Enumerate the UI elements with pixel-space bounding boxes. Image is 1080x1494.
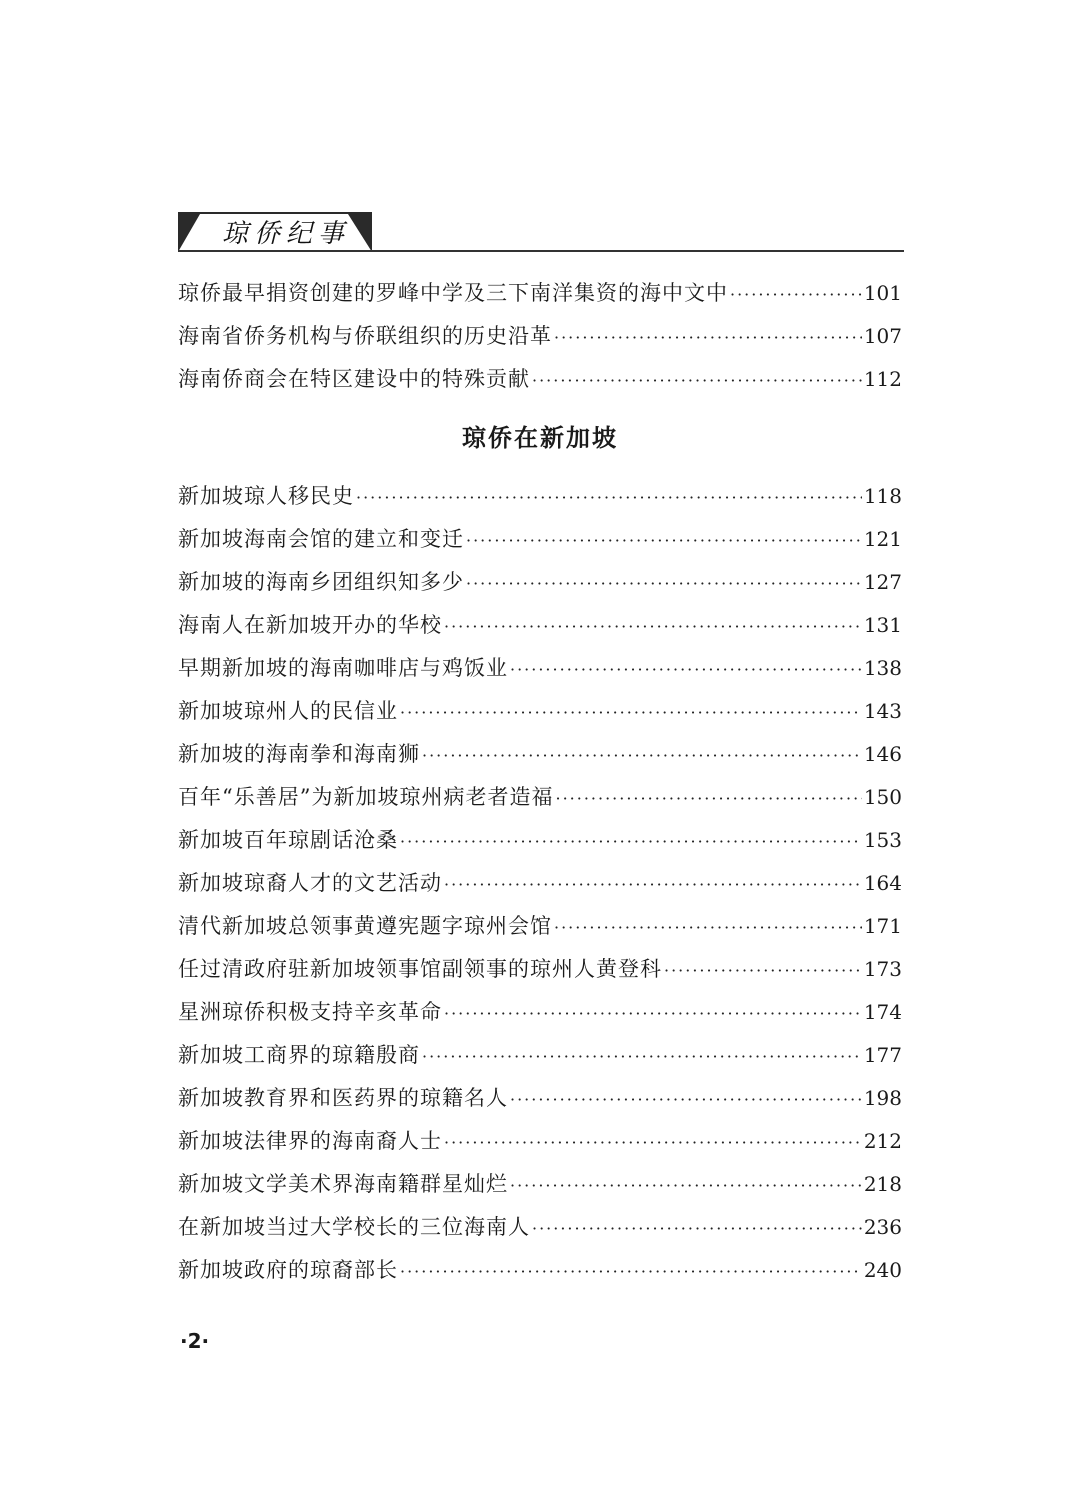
toc-entry xyxy=(178,1163,902,1206)
toc-entry xyxy=(178,733,902,776)
toc-entry-title: 百年“乐善居”为新加坡琼州病老者造福 xyxy=(178,785,554,809)
toc-entry-page: 164 xyxy=(863,871,902,895)
toc-entry-page: 173 xyxy=(863,957,902,981)
header-rule xyxy=(178,250,904,252)
toc-entry-title: 琼侨最早捐资创建的罗峰中学及三下南洋集资的海中文中 xyxy=(178,281,728,305)
toc-entry-title: 新加坡琼州人的民信业 xyxy=(178,699,398,723)
toc-entry-title: 新加坡文学美术界海南籍群星灿烂 xyxy=(178,1172,508,1196)
toc-entry xyxy=(178,1249,902,1292)
toc-leader-dots xyxy=(510,648,862,691)
toc-leader-dots xyxy=(532,359,862,402)
toc-entry-page: 236 xyxy=(863,1215,902,1239)
toc-entry-title: 海南人在新加坡开办的华校 xyxy=(178,613,442,637)
toc-entry-title: 新加坡海南会馆的建立和变迁 xyxy=(178,527,464,551)
toc-entry-page: 143 xyxy=(863,699,902,723)
toc-entry xyxy=(178,475,902,518)
toc-leader-dots xyxy=(554,906,862,949)
toc-leader-dots xyxy=(400,820,862,863)
header-right-corner xyxy=(348,214,372,252)
toc-leader-dots xyxy=(444,992,862,1035)
toc-entry-page: 174 xyxy=(863,1000,902,1024)
toc-entry xyxy=(178,647,902,690)
toc-singapore-section xyxy=(178,475,902,1292)
toc-entry-page: 101 xyxy=(863,281,902,305)
toc-entry-page: 131 xyxy=(863,613,902,637)
toc-entry-page: 153 xyxy=(863,828,902,852)
toc-entry-title: 清代新加坡总领事黄遵宪题字琼州会馆 xyxy=(178,914,552,938)
toc-entry xyxy=(178,561,902,604)
toc-leader-dots xyxy=(356,476,862,519)
toc-leader-dots xyxy=(466,519,862,562)
toc-entry-page: 107 xyxy=(863,324,902,348)
toc-entry-title: 星洲琼侨积极支持辛亥革命 xyxy=(178,1000,442,1024)
toc-entry-page: 218 xyxy=(863,1172,902,1196)
header-title-band xyxy=(178,212,372,252)
running-header xyxy=(178,212,904,254)
toc-entry-title: 新加坡的海南拳和海南狮 xyxy=(178,742,420,766)
toc-entry xyxy=(178,1077,902,1120)
toc-entry-page: 240 xyxy=(863,1258,902,1282)
toc-leader-dots xyxy=(400,691,862,734)
toc-entry xyxy=(178,315,902,358)
toc-leader-dots xyxy=(422,1035,862,1078)
toc-entry-page: 121 xyxy=(863,527,902,551)
toc-leader-dots xyxy=(510,1078,862,1121)
toc-entry-title: 新加坡琼人移民史 xyxy=(178,484,354,508)
toc-entry xyxy=(178,991,902,1034)
toc-entry xyxy=(178,905,902,948)
toc-leader-dots xyxy=(444,605,862,648)
toc-entry-title: 海南省侨务机构与侨联组织的历史沿革 xyxy=(178,324,552,348)
toc-entry xyxy=(178,358,902,401)
section-heading: 琼侨在新加坡 xyxy=(462,424,618,452)
toc-entry xyxy=(178,518,902,561)
toc-entry xyxy=(178,862,902,905)
toc-entry-page: 112 xyxy=(863,367,902,391)
toc-entry xyxy=(178,1206,902,1249)
toc-leader-dots xyxy=(532,1207,862,1250)
toc-entry-page: 146 xyxy=(863,742,902,766)
toc-entry-title: 新加坡工商界的琼籍殷商 xyxy=(178,1043,420,1067)
toc-entry-page: 118 xyxy=(863,484,902,508)
toc-leader-dots xyxy=(466,562,862,605)
toc-leader-dots xyxy=(554,316,862,359)
toc-entry xyxy=(178,1034,902,1077)
page-number: ·2· xyxy=(180,1329,210,1353)
toc-entry-page: 171 xyxy=(863,914,902,938)
toc-leader-dots xyxy=(730,273,862,316)
toc-top-section xyxy=(178,272,902,401)
toc-leader-dots xyxy=(444,1121,862,1164)
toc-leader-dots xyxy=(664,949,862,992)
toc-entry-title: 海南侨商会在特区建设中的特殊贡献 xyxy=(178,367,530,391)
toc-leader-dots xyxy=(444,863,862,906)
header-left-corner xyxy=(178,214,200,252)
header-title: 琼侨纪事 xyxy=(222,219,351,249)
toc-entry-title: 新加坡教育界和医药界的琼籍名人 xyxy=(178,1086,508,1110)
toc-entry-title: 在新加坡当过大学校长的三位海南人 xyxy=(178,1215,530,1239)
toc-entry xyxy=(178,604,902,647)
toc-entry xyxy=(178,690,902,733)
toc-entry-title: 新加坡百年琼剧话沧桑 xyxy=(178,828,398,852)
toc-entry-page: 212 xyxy=(863,1129,902,1153)
toc-entry xyxy=(178,272,902,315)
toc-entry-page: 150 xyxy=(863,785,902,809)
toc-leader-dots xyxy=(400,1250,862,1293)
toc-entry xyxy=(178,948,902,991)
toc-leader-dots xyxy=(555,777,861,820)
toc-leader-dots xyxy=(510,1164,862,1207)
toc-entry-title: 任过清政府驻新加坡领事馆副领事的琼州人黄登科 xyxy=(178,957,662,981)
toc-entry xyxy=(178,1120,902,1163)
toc-entry-title: 新加坡法律界的海南裔人士 xyxy=(178,1129,442,1153)
toc-entry xyxy=(178,776,902,819)
toc-entry-page: 127 xyxy=(863,570,902,594)
toc-leader-dots xyxy=(422,734,862,777)
toc-entry-title: 早期新加坡的海南咖啡店与鸡饭业 xyxy=(178,656,508,680)
toc-entry-page: 138 xyxy=(863,656,902,680)
toc-entry-title: 新加坡政府的琼裔部长 xyxy=(178,1258,398,1282)
toc-entry-title: 新加坡琼裔人才的文艺活动 xyxy=(178,871,442,895)
toc-entry xyxy=(178,819,902,862)
toc-entry-title: 新加坡的海南乡团组织知多少 xyxy=(178,570,464,594)
toc-entry-page: 198 xyxy=(863,1086,902,1110)
toc-entry-page: 177 xyxy=(863,1043,902,1067)
